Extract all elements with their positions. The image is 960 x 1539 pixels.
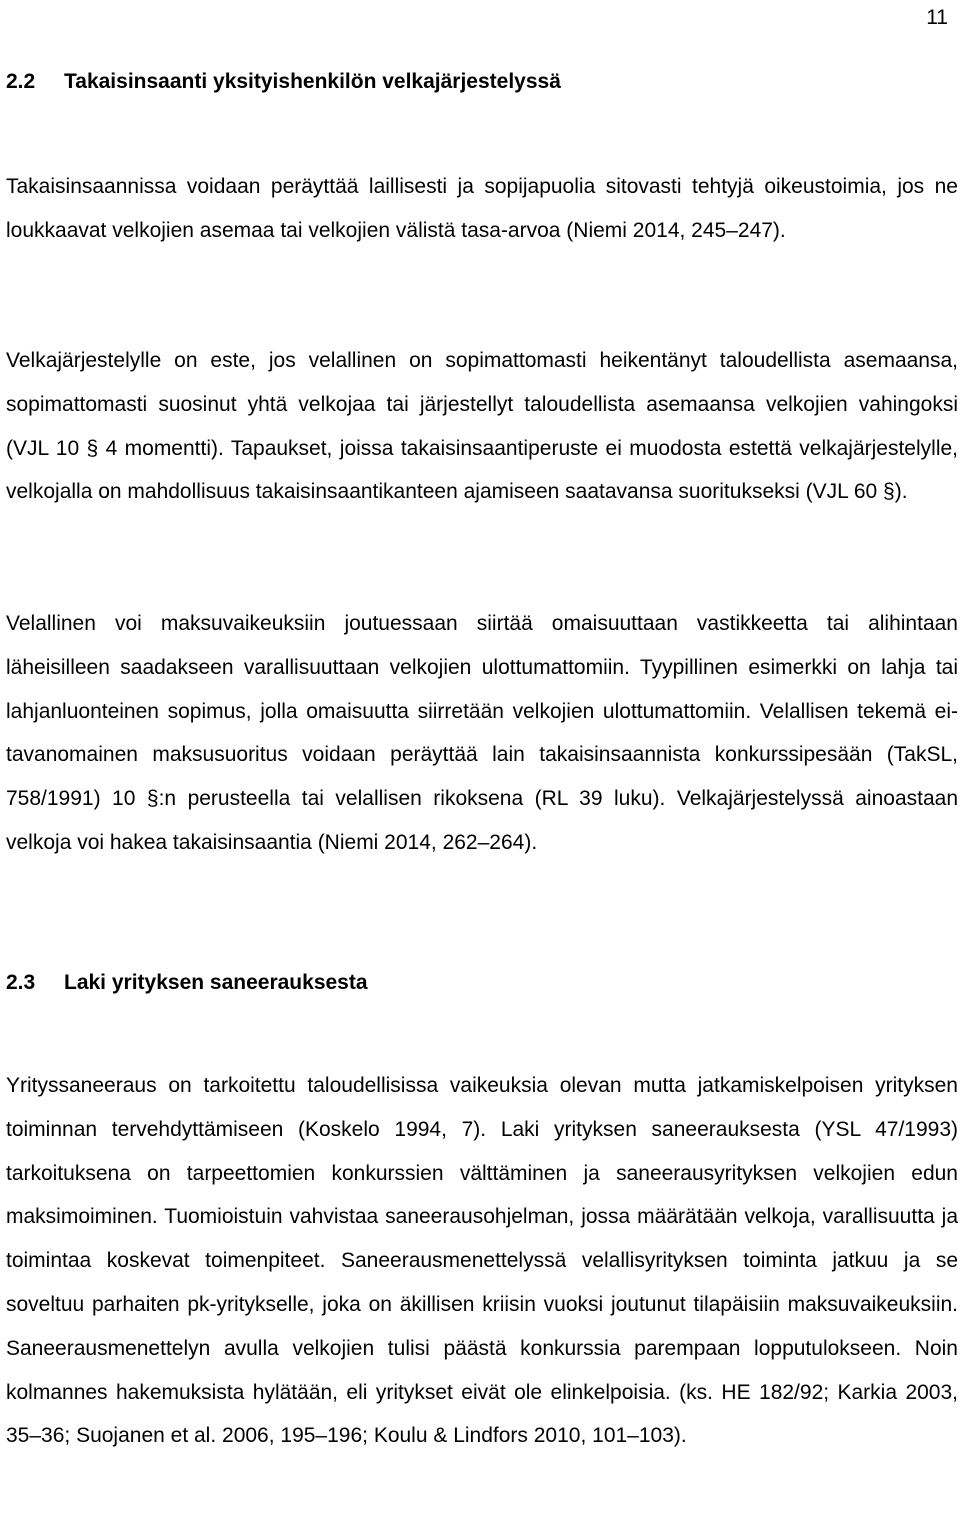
section-heading-2-3 [6, 971, 368, 995]
page-number: 11 [926, 6, 948, 29]
paragraph-debt-arrangement-obstacle: Velkajärjestelylle on este, jos velallinen on sopimattomasti heikentänyt taloudellista asemaansa, sopimattomasti suosinut yhtä velkojaa tai järjestellyt taloudellista asemaansa velkojien vahingoksi (VJL 10 § 4 momentti). Tapaukset, joissa takaisinsaantiperuste ei muodosta estettä velkajärjestelylle, velkojalla on mahdollisuus takaisinsaantikanteen ajamiseen saatavansa suoritukseksi (VJL 60 §). [6, 349, 958, 504]
section-number: 2.3 [6, 971, 36, 994]
section-heading-2-2 [6, 70, 561, 94]
paragraph-clawback-definition: Takaisinsaannissa voidaan peräyttää laillisesti ja sopijapuolia sitovasti tehtyjä oikeustoimia, jos ne loukkaavat velkojien asemaa tai velkojien välistä tasa-arvoa (Niemi 2014, 245–247). [6, 175, 958, 242]
section-number: 2.2 [6, 70, 36, 93]
paragraph-corporate-restructuring: Yrityssaneeraus on tarkoitettu taloudellisissa vaikeuksia olevan mutta jatkamiskelpoisen yrityksen toiminnan tervehdyttämiseen (Koskelo 1994, 7). Laki yrityksen saneerauksesta (YSL 47/1993) tarkoituksena on tarpeettomien konkurssien välttäminen ja saneerausyrityksen velkojien edun maksimoiminen. Tuomioistuin vahvistaa saneerausohjelman, jossa määrätään velkoja, varallisuutta ja toimintaa koskevat toimenpiteet. Saneerausmenettelyssä velallisyrityksen toiminta jatkuu ja se soveltuu parhaiten pk-yritykselle, joka on äkillisen kriisin vuoksi joutunut tilapäisiin maksuvaikeuksiin. Saneerausmenettelyn avulla velkojien tulisi päästä konkurssia parempaan lopputulokseen. Noin kolmannes hakemuksista hylätään, eli yritykset eivät ole elinkelpoisia. (ks. HE 182/92; Karkia 2003, 35–36; Suojanen et al. 2006, 195–196; Koulu & Lindfors 2010, 101–103). [6, 1074, 958, 1448]
section-title: Laki yrityksen saneerauksesta [64, 971, 368, 994]
paragraph-transfer-of-assets: Velallinen voi maksuvaikeuksiin joutuessaan siirtää omaisuuttaan vastikkeetta tai alihintaan läheisilleen saadakseen varallisuuttaan velkojien ulottumattomiin. Tyypillinen esimerkki on lahja tai lahjanluonteinen sopimus, jolla omaisuutta siirretään velkojien ulottumattomiin. Velallisen tekemä ei-tavanomainen maksusuoritus voidaan peräyttää lain takaisinsaannista konkurssipesään (TakSL, 758/1991) 10 §:n perusteella tai velallisen rikoksena (RL 39 luku). Velkajärjestelyssä ainoastaan velkoja voi hakea takaisinsaantia (Niemi 2014, 262–264). [6, 612, 958, 854]
section-title: Takaisinsaanti yksityishenkilön velkajärjestelyssä [64, 70, 561, 93]
